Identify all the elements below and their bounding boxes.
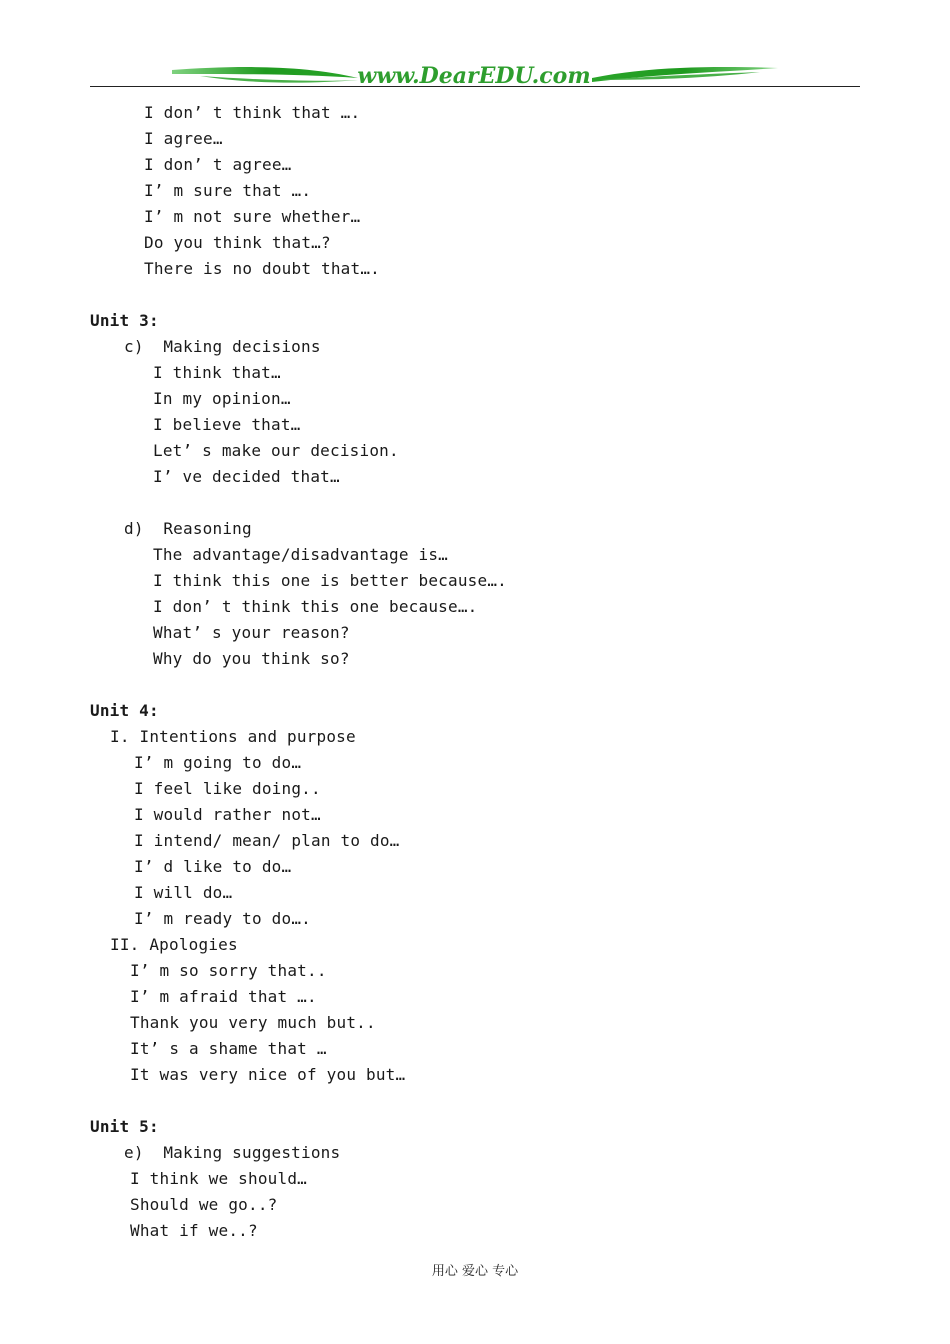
list-item: Thank you very much but.. — [130, 1013, 376, 1032]
list-item: I agree… — [144, 129, 223, 148]
list-item: I think this one is better because…. — [153, 571, 507, 590]
list-item: I will do… — [134, 883, 233, 902]
list-item: I think we should… — [130, 1169, 307, 1188]
list-item: I’ ve decided that… — [153, 467, 340, 486]
list-item: I’ m not sure whether… — [144, 207, 361, 226]
list-item: The advantage/disadvantage is… — [153, 545, 448, 564]
list-item: I’ d like to do… — [134, 857, 292, 876]
section-heading: I. Intentions and purpose — [110, 727, 356, 746]
list-item: I don’ t think that …. — [144, 103, 361, 122]
list-item: I feel like doing.. — [134, 779, 321, 798]
list-item: Should we go..? — [130, 1195, 278, 1214]
header-rule — [90, 86, 860, 87]
list-item: It was very nice of you but… — [130, 1065, 406, 1084]
list-item: Do you think that…? — [144, 233, 331, 252]
page-header — [0, 0, 950, 100]
list-item: What if we..? — [130, 1221, 258, 1240]
list-item: I believe that… — [153, 415, 301, 434]
list-item: I would rather not… — [134, 805, 321, 824]
list-item: Why do you think so? — [153, 649, 350, 668]
list-item: I don’ t agree… — [144, 155, 292, 174]
list-item: I don’ t think this one because…. — [153, 597, 478, 616]
list-item: I’ m going to do… — [134, 753, 302, 772]
list-item: I’ m afraid that …. — [130, 987, 317, 1006]
unit-heading: Unit 3: — [90, 311, 159, 330]
list-item: I’ m sure that …. — [144, 181, 312, 200]
section-heading: II. Apologies — [110, 935, 238, 954]
unit-heading: Unit 4: — [90, 701, 159, 720]
section-heading: c) Making decisions — [124, 337, 321, 356]
logo-text: www.DearEDU.com — [357, 63, 591, 89]
list-item: It’ s a shame that … — [130, 1039, 327, 1058]
list-item: I intend/ mean/ plan to do… — [134, 831, 400, 850]
list-item: I think that… — [153, 363, 281, 382]
unit-heading: Unit 5: — [90, 1117, 159, 1136]
list-item: I’ m so sorry that.. — [130, 961, 327, 980]
list-item: I’ m ready to do…. — [134, 909, 311, 928]
section-heading: d) Reasoning — [124, 519, 252, 538]
page-footer: 用心 爱心 专心 — [431, 1264, 519, 1279]
list-item: Let’ s make our decision. — [153, 441, 399, 460]
list-item: There is no doubt that…. — [144, 259, 380, 278]
left-swoosh-icon — [172, 67, 358, 78]
site-logo-banner — [0, 0, 950, 100]
list-item: What’ s your reason? — [153, 623, 350, 642]
section-heading: e) Making suggestions — [124, 1143, 341, 1162]
list-item: In my opinion… — [153, 389, 291, 408]
